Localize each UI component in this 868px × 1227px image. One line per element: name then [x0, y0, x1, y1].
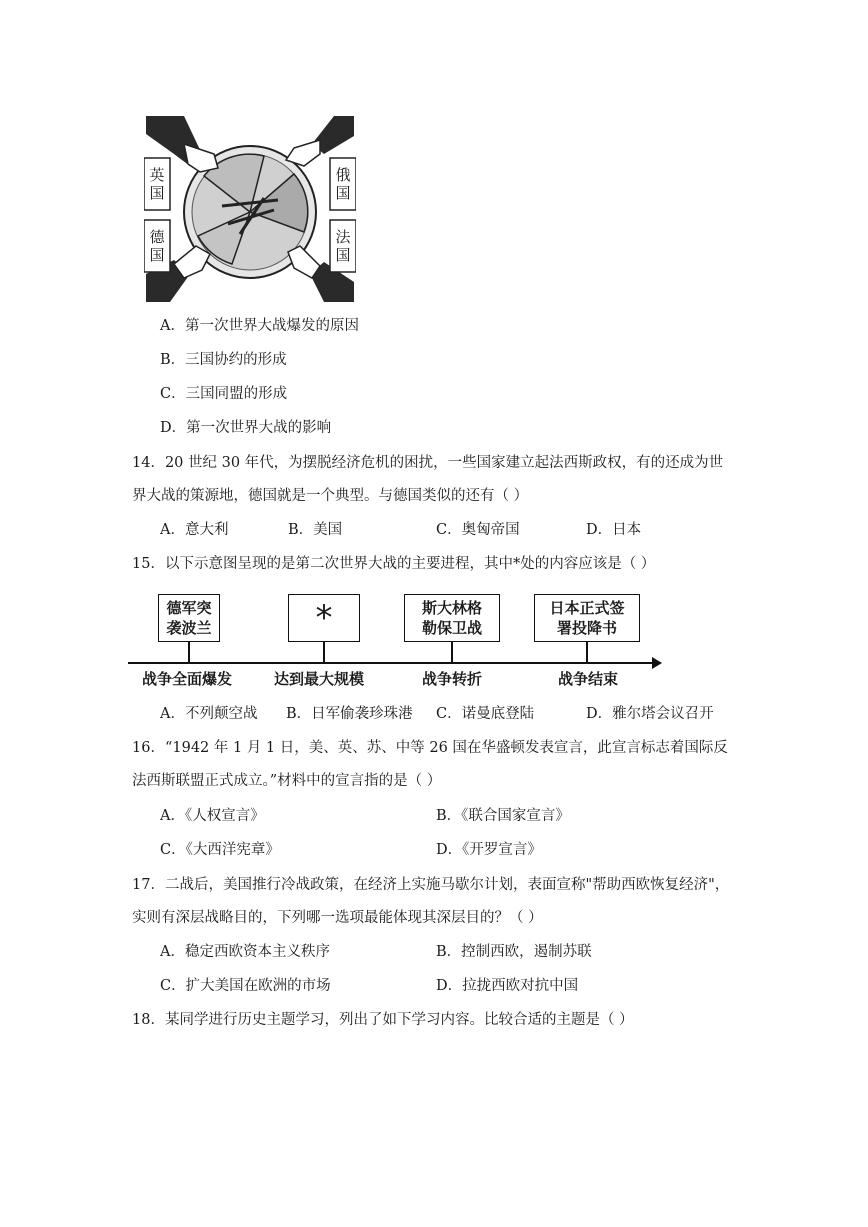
timeline-label-1: 战争全面爆发	[142, 670, 233, 688]
label-france: 法国	[335, 228, 351, 264]
q16-stem-line1: 16．“1942 年 1 月 1 日，美、英、苏、中等 26 国在华盛顿发表宣言，此宣言标志着国际反	[132, 740, 728, 756]
q17-stem-line1: 17．二战后，美国推行冷战政策，在经济上实施马歇尔计划，表面宣称"帮助西欧恢复经济"，	[132, 877, 730, 893]
q17-option-b: B．控制西欧，遏制苏联	[436, 944, 592, 960]
q15-option-a: A．不列颠空战	[160, 706, 258, 722]
ww2-timeline	[128, 590, 668, 690]
q14-option-a: A．意大利	[160, 522, 229, 538]
q14-stem-line1: 14．20 世纪 30 年代，为摆脱经济危机的困扰，一些国家建立起法西斯政权，有的还成为世	[132, 455, 724, 471]
q13-option-b: B．三国协约的形成	[160, 352, 287, 368]
q16-option-b: B．《联合国家宣言》	[436, 808, 570, 824]
q17-option-c: C．扩大美国在欧洲的市场	[160, 978, 331, 994]
q18-stem: 18．某同学进行历史主题学习，列出了如下学习内容。比较合适的主题是（ ）	[132, 1012, 634, 1028]
q15-stem: 15．以下示意图呈现的是第二次世界大战的主要进程，其中*处的内容应该是（ ）	[132, 556, 656, 572]
q14-option-b: B．美国	[288, 522, 343, 538]
q14-option-c: C．奥匈帝国	[436, 522, 520, 538]
q17-stem-line2: 实则有深层战略目的，下列哪一选项最能体现其深层目的？（ ）	[132, 910, 543, 926]
label-russia: 俄国	[335, 166, 351, 202]
q16-option-c: C．《大西洋宪章》	[160, 842, 280, 858]
q16-option-d: D．《开罗宣言》	[436, 842, 542, 858]
q14-option-d: D．日本	[586, 522, 642, 538]
label-britain: 英国	[149, 166, 165, 202]
q15-option-b: B．日军偷袭珍珠港	[286, 706, 413, 722]
timeline-label-3: 战争转折	[422, 670, 483, 688]
q17-option-d: D．拉拢西欧对抗中国	[436, 978, 579, 994]
q13-option-d: D．第一次世界大战的影响	[160, 420, 332, 436]
timeline-box-asterisk: *	[288, 594, 360, 642]
q17-option-a: A．稳定西欧资本主义秩序	[160, 944, 330, 960]
q13-option-a: A．第一次世界大战爆发的原因	[160, 318, 359, 334]
q14-stem-line2: 界大战的策源地，德国就是一个典型。与德国类似的还有（ ）	[132, 488, 529, 504]
q16-option-a: A．《人权宣言》	[160, 808, 265, 824]
timeline-box-1: 德军突 袭波兰	[158, 594, 220, 642]
timeline-label-4: 战争结束	[558, 670, 619, 688]
timeline-box-4: 日本正式签 署投降书	[534, 594, 640, 642]
globe-pie-cartoon	[144, 114, 356, 304]
timeline-label-2: 达到最大规模	[274, 670, 365, 688]
q13-option-c: C．三国同盟的形成	[160, 386, 288, 402]
q15-option-d: D．雅尔塔会议召开	[586, 706, 714, 722]
q15-option-c: C．诺曼底登陆	[436, 706, 535, 722]
cartoon-illustration	[144, 114, 356, 304]
q16-stem-line2: 法西斯联盟正式成立。”材料中的宣言指的是（ ）	[132, 773, 442, 789]
label-germany: 德国	[149, 228, 165, 264]
timeline-box-3: 斯大林格 勒保卫战	[404, 594, 500, 642]
